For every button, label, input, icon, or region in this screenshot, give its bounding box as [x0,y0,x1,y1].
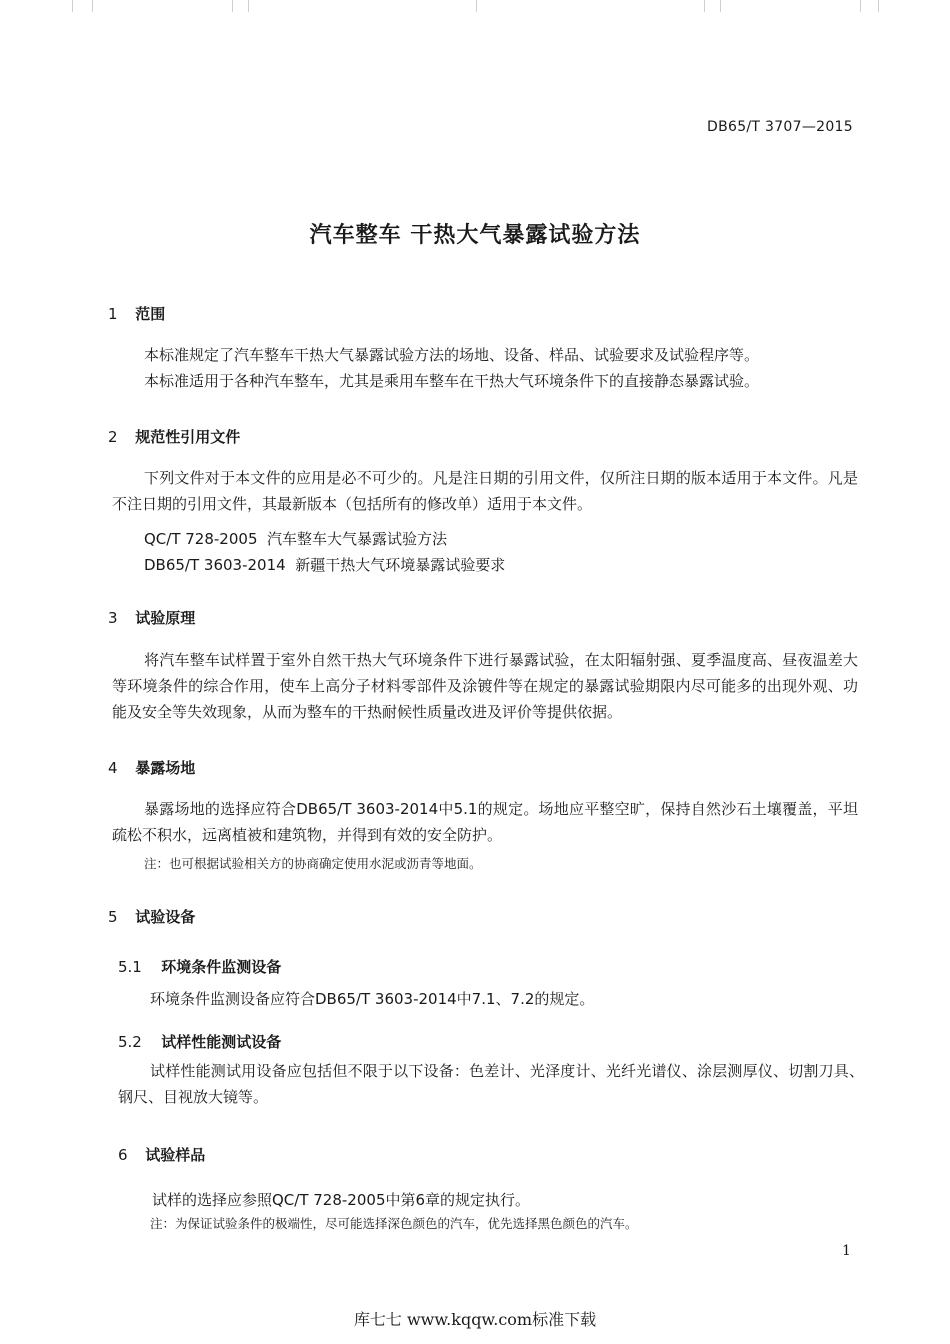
footer-watermark: 库七七 www.kqqw.com标准下载 [353,1310,597,1329]
crop-mark [704,0,705,12]
section-heading [108,906,195,927]
section-title: 试验样品 [145,1146,206,1164]
note: 注：为保证试验条件的极端性，尽可能选择深色颜色的汽车，优先选择黑色颜色的汽车。 [150,1216,638,1231]
crop-mark [860,0,861,12]
section-title: 规范性引用文件 [135,428,241,446]
section-title: 暴露场地 [135,759,196,777]
document-number: DB65/T 3707—2015 [707,119,853,135]
page-number: 1 [842,1243,851,1259]
paragraph: 本标准适用于各种汽车整车，尤其是乘用车整车在干热大气环境条件下的直接静态暴露试验。 [144,372,760,390]
crop-mark [720,0,721,12]
paragraph: 本标准规定了汽车整车干热大气暴露试验方法的场地、设备、样品、试验要求及试验程序等。 [144,346,760,364]
subsection-heading [118,956,281,977]
section-title: 试验设备 [135,908,196,926]
subsection-number: 5.1 [118,958,142,976]
section-heading [108,426,240,447]
section-number: 2 [108,428,118,446]
section-heading [108,757,195,778]
paragraph: 将汽车整车试样置于室外自然干热大气环境条件下进行暴露试验，在太阳辐射强、夏季温度高、昼夜温差大等环境条件的综合作用，使车上高分子材料零部件及涂镀件等在规定的暴露试验期限内尽可能多的出现外观、功能及安全等失效现象，从而为整车的干热耐候性质量改进及评价等提供依据。 [112,651,858,721]
crop-mark [92,0,93,12]
subsection-heading [118,1031,281,1052]
section-number: 4 [108,759,118,777]
paragraph: 下列文件对于本文件的应用是必不可少的。凡是注日期的引用文件，仅所注日期的版本适用于本文件。凡是不注日期的引用文件，其最新版本（包括所有的修改单）适用于本文件。 [112,469,858,513]
subsection-title: 环境条件监测设备 [161,958,282,976]
crop-mark [878,0,879,12]
section-title: 范围 [135,305,166,323]
reference-item: DB65/T 3603-2014 新疆干热大气环境暴露试验要求 [144,556,506,574]
paragraph: 试样性能测试用设备应包括但不限于以下设备：色差计、光泽度计、光纤光谱仪、涂层测厚仪、切割刀具、钢尺、目视放大镜等。 [118,1062,864,1106]
subsection-title: 试样性能测试设备 [161,1033,282,1051]
reference-item: QC/T 728-2005 汽车整车大气暴露试验方法 [144,530,448,548]
section-number: 1 [108,305,118,323]
section-heading [108,607,195,628]
paragraph: 试样的选择应参照QC/T 728-2005中第6章的规定执行。 [152,1191,531,1209]
section-title: 试验原理 [135,609,196,627]
section-heading [108,303,165,324]
crop-mark [72,0,73,12]
section-heading [118,1144,205,1165]
section-number: 6 [118,1146,128,1164]
document-title: 汽车整车 干热大气暴露试验方法 [309,223,641,248]
paragraph: 暴露场地的选择应符合DB65/T 3603-2014中5.1的规定。场地应平整空旷，保持自然沙石土壤覆盖，平坦疏松不积水，远离植被和建筑物，并得到有效的安全防护。 [112,800,858,844]
section-number: 5 [108,908,118,926]
note: 注：也可根据试验相关方的协商确定使用水泥或沥青等地面。 [144,856,482,871]
crop-mark [232,0,233,12]
paragraph: 环境条件监测设备应符合DB65/T 3603-2014中7.1、7.2的规定。 [150,990,595,1008]
subsection-number: 5.2 [118,1033,142,1051]
section-number: 3 [108,609,118,627]
crop-mark [248,0,249,12]
crop-mark [476,0,477,12]
